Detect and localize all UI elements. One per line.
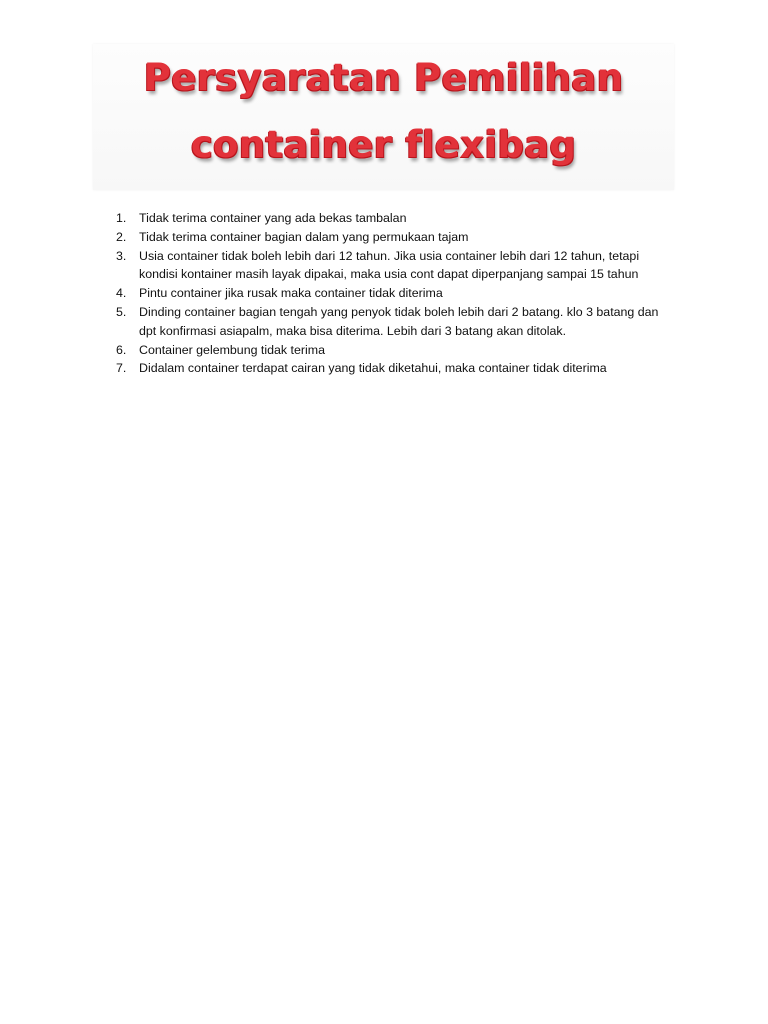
title-line-2: container flexibag: [190, 123, 577, 166]
list-item-number: 7.: [116, 361, 127, 376]
list-item: [116, 228, 676, 247]
list-item-text: Tidak terima container yang ada bekas tambalan: [139, 211, 407, 225]
list-item-number: 4.: [116, 286, 127, 301]
list-item: [116, 359, 676, 378]
list-item-number: 3.: [116, 248, 127, 263]
list-item-number: 5.: [116, 304, 127, 319]
requirements-list: [116, 209, 676, 378]
title-banner: [93, 44, 674, 190]
list-item: [116, 247, 676, 285]
list-item-number: 2.: [116, 229, 127, 244]
list-item-text: Pintu container jika rusak maka container tidak diterima: [139, 286, 443, 301]
list-item-text: Tidak terima container bagian dalam yang permukaan tajam: [139, 229, 469, 244]
list-item-number: 1.: [116, 211, 127, 225]
list-item: [116, 303, 676, 341]
list-item-text: Didalam container terdapat cairan yang tidak diketahui, maka container tidak diterima: [139, 361, 607, 376]
list-item-number: 6.: [116, 342, 127, 357]
list-item: [116, 341, 676, 360]
list-item: [116, 284, 676, 303]
list-item-text: Dinding container bagian tengah yang penyok tidak boleh lebih dari 2 batang. klo 3 batang dan dpt konfirmasi asiapalm, maka bisa diterima. Lebih dari 3 batang akan ditolak.: [139, 304, 659, 338]
list-item: [116, 209, 676, 228]
list-item-text: Usia container tidak boleh lebih dari 12 tahun. Jika usia container lebih dari 12 tahun, tetapi kondisi kontainer masih layak dipakai, maka usia cont dapat diperpanjang sampai 15 tahun: [139, 248, 640, 282]
title-line-1: Persyaratan Pemilihan: [143, 56, 624, 99]
list-item-text: Container gelembung tidak terima: [139, 342, 325, 357]
